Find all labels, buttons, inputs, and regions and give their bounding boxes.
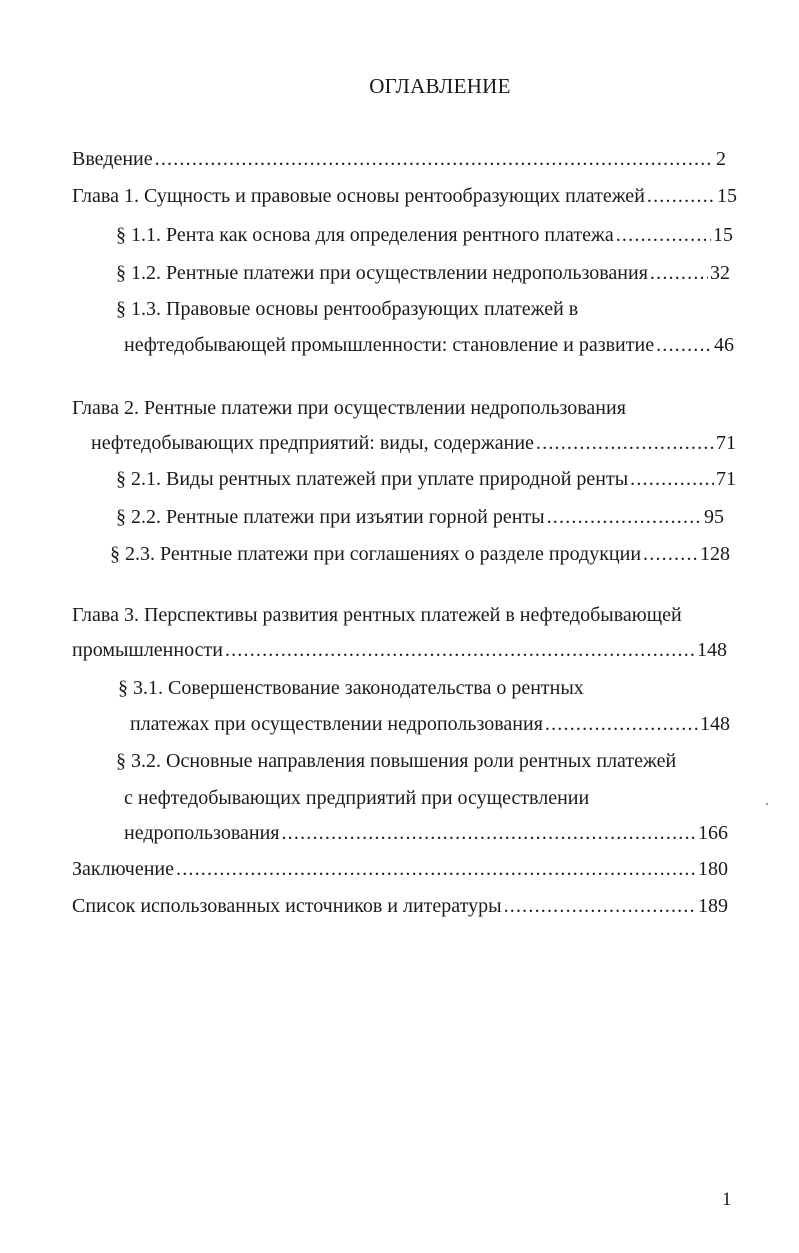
toc-entry-section-2-3[interactable] (110, 541, 730, 567)
dot-leader (547, 504, 702, 530)
toc-entry-references[interactable] (72, 893, 728, 919)
toc-entry-title: платежах при осуществлении недропользования (130, 713, 543, 735)
toc-entry-title: § 2.2. Рентные платежи при изъятии горной ренты (116, 506, 545, 528)
page-number: 1 (722, 1189, 732, 1210)
toc-entry-page: 148 (697, 639, 727, 661)
toc-entry-page: 15 (713, 224, 733, 246)
toc-entry-title: Заключение (72, 858, 174, 880)
toc-entry-title: Список использованных источников и литературы (72, 895, 502, 917)
toc-entry-title: § 2.3. Рентные платежи при соглашениях о разделе продукции (110, 543, 642, 565)
toc-entry-page: 148 (700, 713, 730, 735)
toc-entry-chapter-2-line1[interactable]: Глава 2. Рентные платежи при осуществлении недропользования (72, 397, 626, 419)
toc-entry-section-1-3[interactable] (124, 332, 734, 358)
toc-entry-chapter-3[interactable] (72, 637, 727, 663)
toc-entry-page: 180 (698, 858, 728, 880)
toc-entry-section-3-1[interactable] (130, 711, 730, 737)
dot-leader (650, 260, 708, 286)
toc-entry-page: 166 (698, 822, 728, 844)
dot-leader (616, 222, 711, 248)
toc-entry-page: 71 (716, 468, 736, 490)
toc-entry-title: промышленности (72, 639, 223, 661)
dot-leader (536, 430, 714, 456)
dot-leader (281, 820, 696, 846)
toc-entry-section-1-2[interactable] (116, 260, 730, 286)
toc-entry-title: Введение (72, 148, 153, 170)
dot-leader (504, 893, 696, 919)
toc-entry-section-3-2-line1[interactable]: § 3.2. Основные направления повышения роли рентных платежей (116, 750, 677, 772)
toc-entry-page: 128 (700, 543, 730, 565)
toc-entry-page: 95 (704, 506, 724, 528)
toc-entry-section-1-3-line1[interactable]: § 1.3. Правовые основы рентообразующих платежей в (116, 298, 579, 320)
toc-entry-section-3-1-line1[interactable]: § 3.1. Совершенствование законодательства о рентных (118, 677, 584, 699)
dot-leader (155, 146, 714, 172)
toc-entry-chapter-1[interactable] (72, 183, 737, 209)
toc-entry-page: 15 (717, 185, 737, 207)
dot-leader (630, 466, 714, 492)
toc-entry-section-1-1[interactable] (116, 222, 733, 248)
dot-leader (176, 856, 696, 882)
toc-entry-chapter-2[interactable] (91, 430, 736, 456)
toc-entry-section-3-2[interactable] (124, 820, 728, 846)
page-title: ОГЛАВЛЕНИЕ (369, 74, 511, 98)
toc-entry-page: 46 (714, 334, 734, 356)
toc-entry-title: нефтедобывающей промышленности: становление и развитие (124, 334, 655, 356)
toc-entry-title: § 1.2. Рентные платежи при осуществлении недропользования (116, 262, 648, 284)
scan-speck (766, 803, 768, 805)
toc-entry-intro[interactable] (72, 146, 726, 172)
toc-entry-chapter-3-line1[interactable]: Глава 3. Перспективы развития рентных платежей в нефтедобывающей (72, 604, 682, 626)
toc-entry-title: § 2.1. Виды рентных платежей при уплате природной ренты (116, 468, 629, 490)
toc-entry-title: Глава 1. Сущность и правовые основы рентообразующих платежей (72, 185, 645, 207)
dot-leader (225, 637, 695, 663)
dot-leader (656, 332, 712, 358)
dot-leader (643, 541, 698, 567)
toc-entry-conclusion[interactable] (72, 856, 728, 882)
toc-entry-section-2-1[interactable] (116, 466, 736, 492)
toc-entry-title: недропользования (124, 822, 280, 844)
dot-leader (545, 711, 698, 737)
toc-entry-page: 2 (716, 148, 726, 170)
toc-entry-title: нефтедобывающих предприятий: виды, содержание (91, 432, 534, 454)
dot-leader (647, 183, 715, 209)
toc-entry-page: 32 (710, 262, 730, 284)
toc-entry-title: § 1.1. Рента как основа для определения рентного платежа (116, 224, 614, 246)
toc-entry-page: 71 (716, 432, 736, 454)
toc-entry-section-2-2[interactable] (116, 504, 724, 530)
toc-entry-page: 189 (698, 895, 728, 917)
toc-entry-section-3-2-line2[interactable]: с нефтедобывающих предприятий при осуществлении (124, 787, 590, 809)
